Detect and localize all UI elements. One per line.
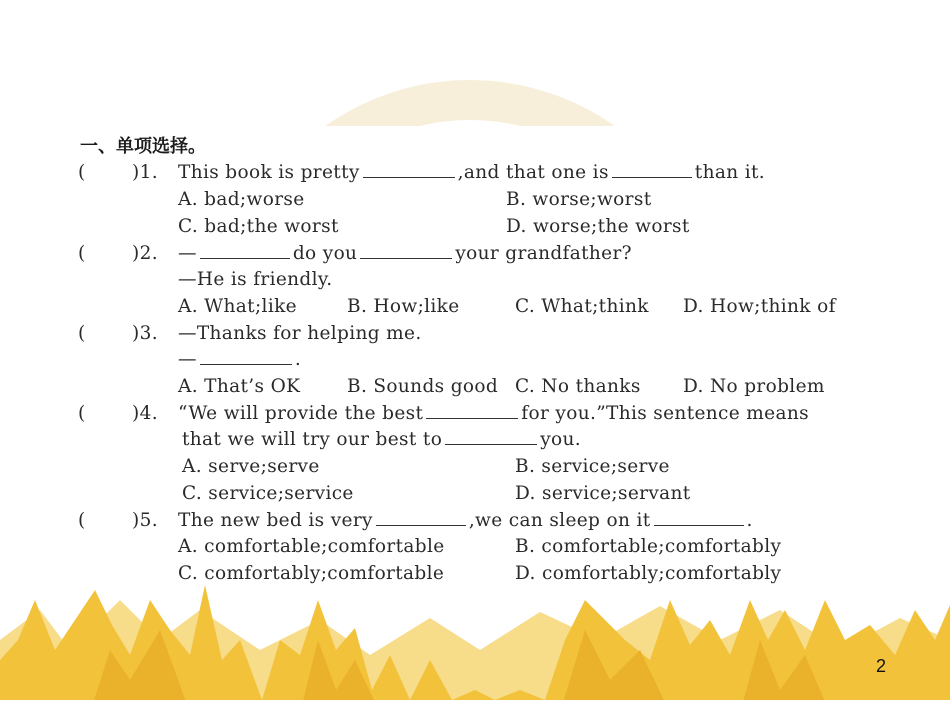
- option-b[interactable]: B. Sounds good: [347, 376, 499, 397]
- exercise-panel: 一、单项选择。 ( )1. This book is pretty ,and that one is than it. A. bad;worse B. worse;worst C. bad;the worst D. worse;the worst ( )2. — do you your grandfather? —He is friendly. A. What;like B. How;like C. What;think D. How;think of ( )3. —Thanks for helping me. — . A. That’s OK B. Sounds good C. No thanks D. No problem ( )4. “We will provide the best for you.”This sentence means that we will try our best to you. A. serve;serve B. service;serve C. service;service D. service;servant ( )5. The new bed is very ,we can sleep on it . A. comfortable;comfortable B. comfortable;comfortably C. comfortably;comfortable D. comfortably;comfortably: [70, 126, 890, 586]
- option-d[interactable]: D. comfortably;comfortably: [515, 563, 782, 584]
- option-b[interactable]: B. service;serve: [515, 456, 670, 477]
- option-a[interactable]: A. What;like: [178, 296, 297, 317]
- answer-blank[interactable]: [360, 242, 452, 259]
- option-a[interactable]: A. bad;worse: [178, 189, 305, 210]
- option-a[interactable]: A. comfortable;comfortable: [178, 536, 445, 557]
- answer-blank[interactable]: [363, 161, 455, 178]
- option-c[interactable]: C. service;service: [182, 483, 354, 504]
- answer-blank[interactable]: [200, 348, 292, 365]
- answer-blank[interactable]: [200, 242, 290, 259]
- section-heading: 一、单项选择。: [80, 136, 206, 157]
- question-number: )5.: [132, 510, 158, 531]
- option-c[interactable]: C. comfortably;comfortable: [178, 563, 445, 584]
- option-d[interactable]: D. worse;the worst: [506, 216, 690, 237]
- option-c[interactable]: C. No thanks: [515, 376, 641, 397]
- option-d[interactable]: D. How;think of: [683, 296, 836, 317]
- option-d[interactable]: D. service;servant: [515, 483, 691, 504]
- question-number: )1.: [132, 162, 158, 183]
- question-3-reply: — .: [178, 349, 302, 370]
- answer-blank[interactable]: [426, 402, 518, 419]
- option-b[interactable]: B. worse;worst: [506, 189, 652, 210]
- option-b[interactable]: B. How;like: [347, 296, 460, 317]
- answer-blank[interactable]: [376, 509, 466, 526]
- question-number: )2.: [132, 243, 158, 264]
- option-b[interactable]: B. comfortable;comfortably: [515, 536, 782, 557]
- question-number: )3.: [132, 323, 158, 344]
- option-a[interactable]: A. That’s OK: [178, 376, 301, 397]
- option-c[interactable]: C. What;think: [515, 296, 649, 317]
- answer-blank[interactable]: [612, 161, 692, 178]
- question-number: )4.: [132, 403, 158, 424]
- question-4-line2: that we will try our best to you.: [182, 429, 581, 450]
- question-2-reply: —He is friendly.: [178, 269, 333, 290]
- answer-blank[interactable]: [654, 509, 744, 526]
- option-a[interactable]: A. serve;serve: [182, 456, 320, 477]
- option-c[interactable]: C. bad;the worst: [178, 216, 339, 237]
- page-number: 2: [876, 656, 887, 676]
- answer-blank[interactable]: [445, 428, 537, 445]
- option-d[interactable]: D. No problem: [683, 376, 825, 397]
